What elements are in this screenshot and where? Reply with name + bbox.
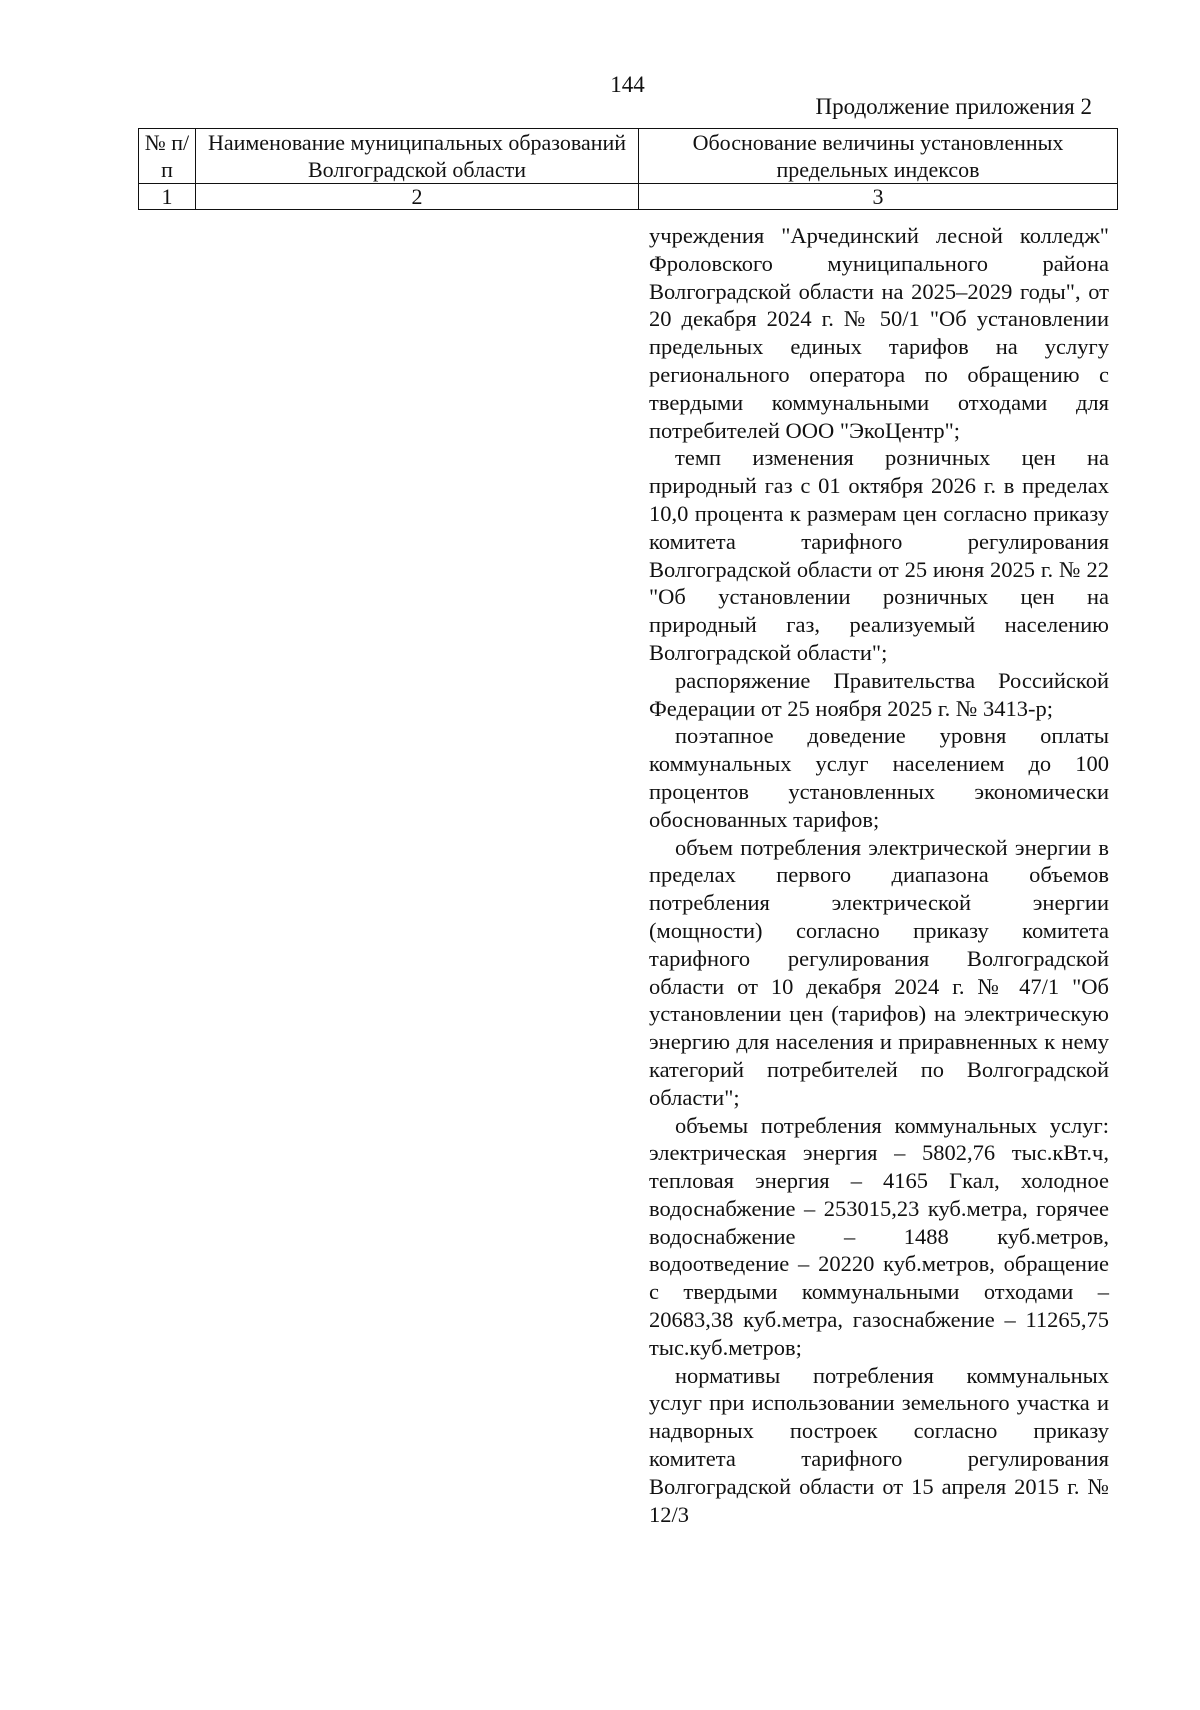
header-table [138,128,1118,210]
paragraph: нормативы потребления коммунальных услуг при использовании земельного участка и надворных построек согласно приказу комитета тарифного регулирования Волгоградской области от 15 апреля 2015 г. № 12/3 [649,1362,1109,1527]
justification-text [649,222,1109,1528]
column-number: 1 [139,184,196,210]
paragraph: объем потребления электрической энергии в пределах первого диапазона объемов потребления электрической энергии (мощности) согласно приказу комитета тарифного регулирования Волгоградской области от 10 декабря 2024 г. № 47/1 "Об установлении цен (тарифов) на электрическую энергию для населения и приравненных к нему категорий потребителей по Волгоградской области"; [649,834,1109,1110]
header-municipality: Наименование муниципальных образований Волгоградской области [196,129,639,184]
paragraph: объемы потребления коммунальных услуг: электрическая энергия – 5802,76 тыс.кВт.ч, тепловая энергия – 4165 Гкал, холодное водоснабжение – 253015,23 куб.метра, горячее водоснабжение – 1488 куб.метров, водоотведение – 20220 куб.метров, обращение с твердыми коммунальными отходами – 20683,38 куб.метра, газоснабжение – 11265,75 тыс.куб.метров; [649,1112,1109,1360]
page-number: 144 [610,72,645,97]
continuation-label: Продолжение приложения 2 [815,94,1092,119]
paragraph: поэтапное доведение уровня оплаты коммунальных услуг населением до 100 процентов установленных экономически обоснованных тарифов; [649,723,1109,832]
column-number: 2 [196,184,639,210]
header-row [139,129,1118,184]
paragraph: учреждения "Арчединский лесной колледж" Фроловского муниципального района Волгоградской области на 2025–2029 годы", от 20 декабря 2024 г. № 50/1 "Об установлении предельных единых тарифов на услугу регионального оператора по обращению с твердыми коммунальными отходами для потребителей ООО "ЭкоЦентр"; [649,223,1109,443]
header-justification: Обоснование величины установленных предельных индексов [639,129,1118,184]
column-number: 3 [639,184,1118,210]
paragraph: темп изменения розничных цен на природный газ с 01 октября 2026 г. в пределах 10,0 процента к размерам цен согласно приказу комитета тарифного регулирования Волгоградской области от 25 июня 2025 г. № 22 "Об установлении розничных цен на природный газ, реализуемый населению Волгоградской области"; [649,445,1109,665]
paragraph: распоряжение Правительства Российской Федерации от 25 ноября 2025 г. № 3413-р; [649,667,1109,721]
column-number-row [139,184,1118,210]
header-number: № п/п [139,129,196,184]
